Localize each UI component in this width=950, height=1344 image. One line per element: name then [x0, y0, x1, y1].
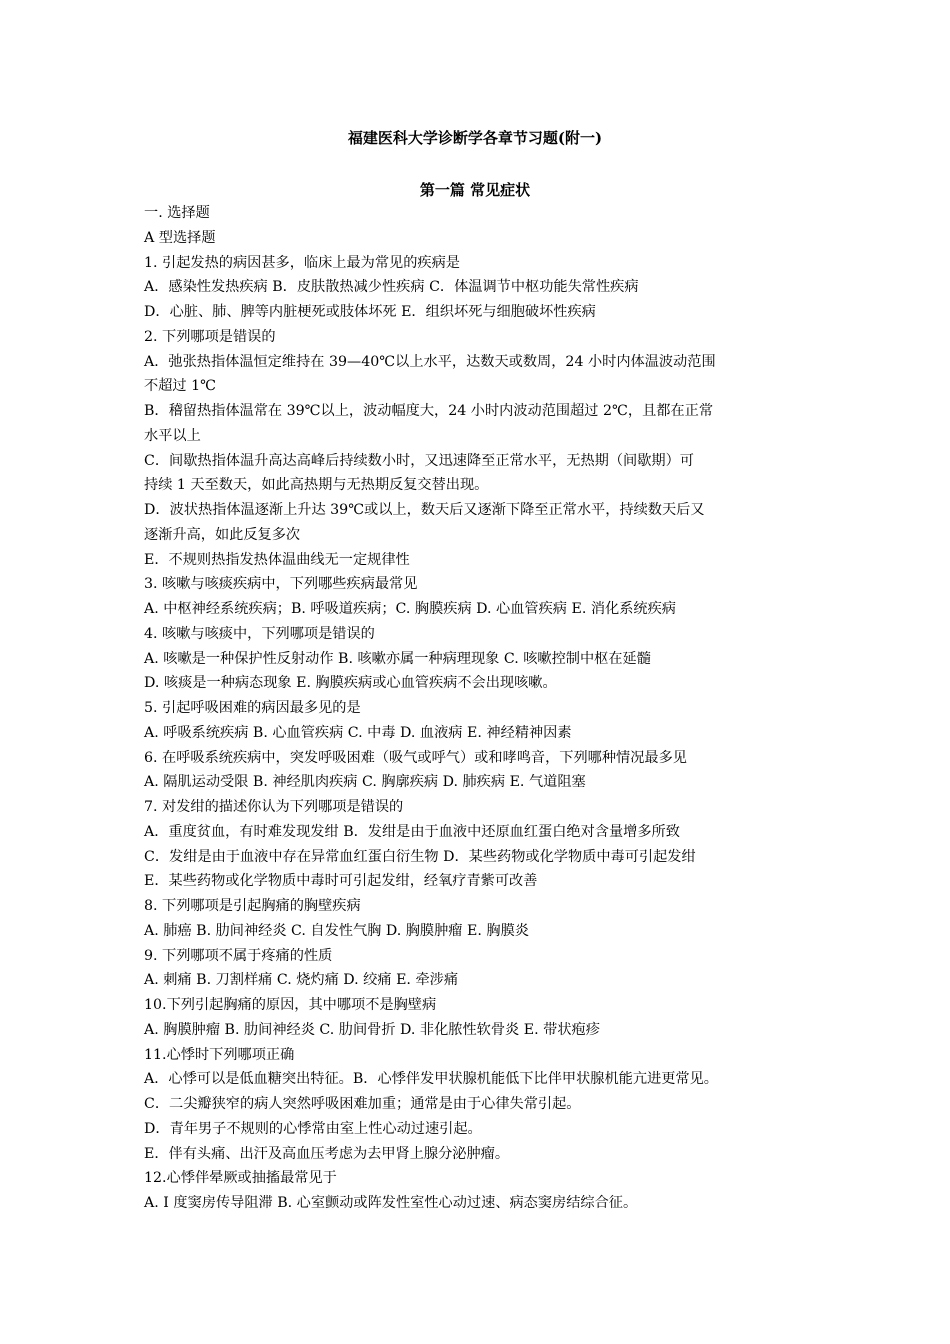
answer-option: C．间歇热指体温升高达高峰后持续数小时，又迅速降至正常水平，无热期（间歇期）可	[144, 452, 694, 469]
question-stem: 7. 对发绀的描述你认为下列哪项是错误的	[144, 799, 404, 815]
answer-options: D．心脏、肺、脾等内脏梗死或肢体坏死 E．组织坏死与细胞破坏性疾病	[144, 304, 596, 320]
question-stem: 11.心悸时下列哪项正确	[144, 1046, 295, 1063]
answer-option: A．弛张热指体温恒定维持在 39—40℃以上水平，达数天或数周，24 小时内体温波动范围	[144, 353, 716, 370]
answer-option-continuation: 持续 1 天至数天，如此高热期与无热期反复交替出现。	[144, 477, 489, 494]
question-type-heading: A 型选择题	[144, 229, 216, 246]
question-stem: 10.下列引起胸痛的原因，其中哪项不是胸壁病	[144, 997, 437, 1013]
answer-options: A. 呼吸系统疾病 B. 心血管疾病 C. 中毒 D. 血液病 E. 神经精神因素	[144, 724, 572, 741]
answer-options: A. 肺癌 B. 肋间神经炎 C. 自发性气胸 D. 胸膜肿瘤 E. 胸膜炎	[144, 922, 529, 939]
answer-option: D．波状热指体温逐渐上升达 39℃或以上，数天后又逐渐下降至正常水平，持续数天后又	[144, 502, 705, 518]
answer-options: A. I 度窦房传导阻滞 B. 心室颤动或阵发性室性心动过速、病态窦房结综合征。	[144, 1195, 638, 1211]
answer-options: A．心悸可以是低血糖突出特征。B．心悸伴发甲状腺机能低下比伴甲状腺机能亢进更常见。	[144, 1071, 718, 1088]
document-title: 福建医科大学诊断学各章节习题(附一)	[347, 129, 603, 147]
answer-option-continuation: 逐渐升高，如此反复多次	[144, 526, 301, 543]
answer-option: D．青年男子不规则的心悸常由室上性心动过速引起。	[144, 1120, 482, 1137]
section-heading: 一. 选择题	[144, 205, 210, 221]
answer-options: A. 胸膜肿瘤 B. 肋间神经炎 C. 肋间骨折 D. 非化脓性软骨炎 E. 带状疱疹	[144, 1021, 600, 1038]
answer-option-continuation: 不超过 1℃	[144, 378, 216, 395]
answer-options: C．发绀是由于血液中存在异常血红蛋白衍生物 D．某些药物或化学物质中毒可引起发绀	[144, 848, 696, 865]
document-body	[144, 201, 820, 1216]
answer-option: E．伴有头痛、出汗及高血压考虑为去甲肾上腺分泌肿瘤。	[144, 1145, 510, 1162]
answer-options: A. 隔肌运动受限 B. 神经肌肉疾病 C. 胸廓疾病 D. 肺疾病 E. 气道阻塞	[144, 774, 586, 791]
question-stem: 1. 引起发热的病因甚多，临床上最为常见的疾病是	[144, 254, 460, 271]
answer-options: A. 中枢神经系统疾病；B. 呼吸道疾病；C. 胸膜疾病 D. 心血管疾病 E. 消化系统疾病	[144, 601, 676, 617]
question-stem: 3. 咳嗽与咳痰疾病中，下列哪些疾病最常见	[144, 576, 418, 593]
answer-option: E．某些药物或化学物质中毒时可引起发绀，经氧疗青紫可改善	[144, 873, 538, 890]
question-stem: 9. 下列哪项不属于疼痛的性质	[144, 947, 333, 964]
question-stem: 8. 下列哪项是引起胸痛的胸壁疾病	[144, 898, 361, 914]
question-stem: 12.心悸伴晕厥或抽搐最常见于	[144, 1170, 337, 1187]
chapter-title: 第一篇 常见症状	[419, 181, 531, 199]
answer-options: A．重度贫血，有时难发现发绀 B．发绀是由于血液中还原血红蛋白绝对含量增多所致	[144, 823, 680, 840]
question-stem: 4. 咳嗽与咳痰中，下列哪项是错误的	[144, 625, 375, 642]
answer-options: A. 咳嗽是一种保护性反射动作 B. 咳嗽亦属一种病理现象 C. 咳嗽控制中枢在延髓	[144, 650, 651, 667]
answer-option: E．不规则热指发热体温曲线无一定规律性	[144, 551, 410, 568]
question-stem: 2. 下列哪项是错误的	[144, 328, 276, 345]
question-stem: 6. 在呼吸系统疾病中，突发呼吸困难（吸气或呼气）或和哮鸣音，下列哪种情况最多见	[144, 749, 687, 766]
answer-options: D. 咳痰是一种病态现象 E. 胸膜疾病或心血管疾病不会出现咳嗽。	[144, 675, 557, 692]
question-stem: 5. 引起呼吸困难的病因最多见的是	[144, 700, 361, 716]
answer-option-continuation: 水平以上	[144, 427, 201, 444]
answer-options: A．感染性发热疾病 B．皮肤散热减少性疾病 C．体温调节中枢功能失常性疾病	[144, 279, 639, 296]
answer-option: C．二尖瓣狭窄的病人突然呼吸困难加重；通常是由于心律失常引起。	[144, 1096, 581, 1112]
answer-options: A. 刺痛 B. 刀割样痛 C. 烧灼痛 D. 绞痛 E. 牵涉痛	[144, 972, 459, 989]
answer-option: B．稽留热指体温常在 39℃以上，波动幅度大，24 小时内波动范围超过 2℃，且都在正常	[144, 403, 714, 419]
